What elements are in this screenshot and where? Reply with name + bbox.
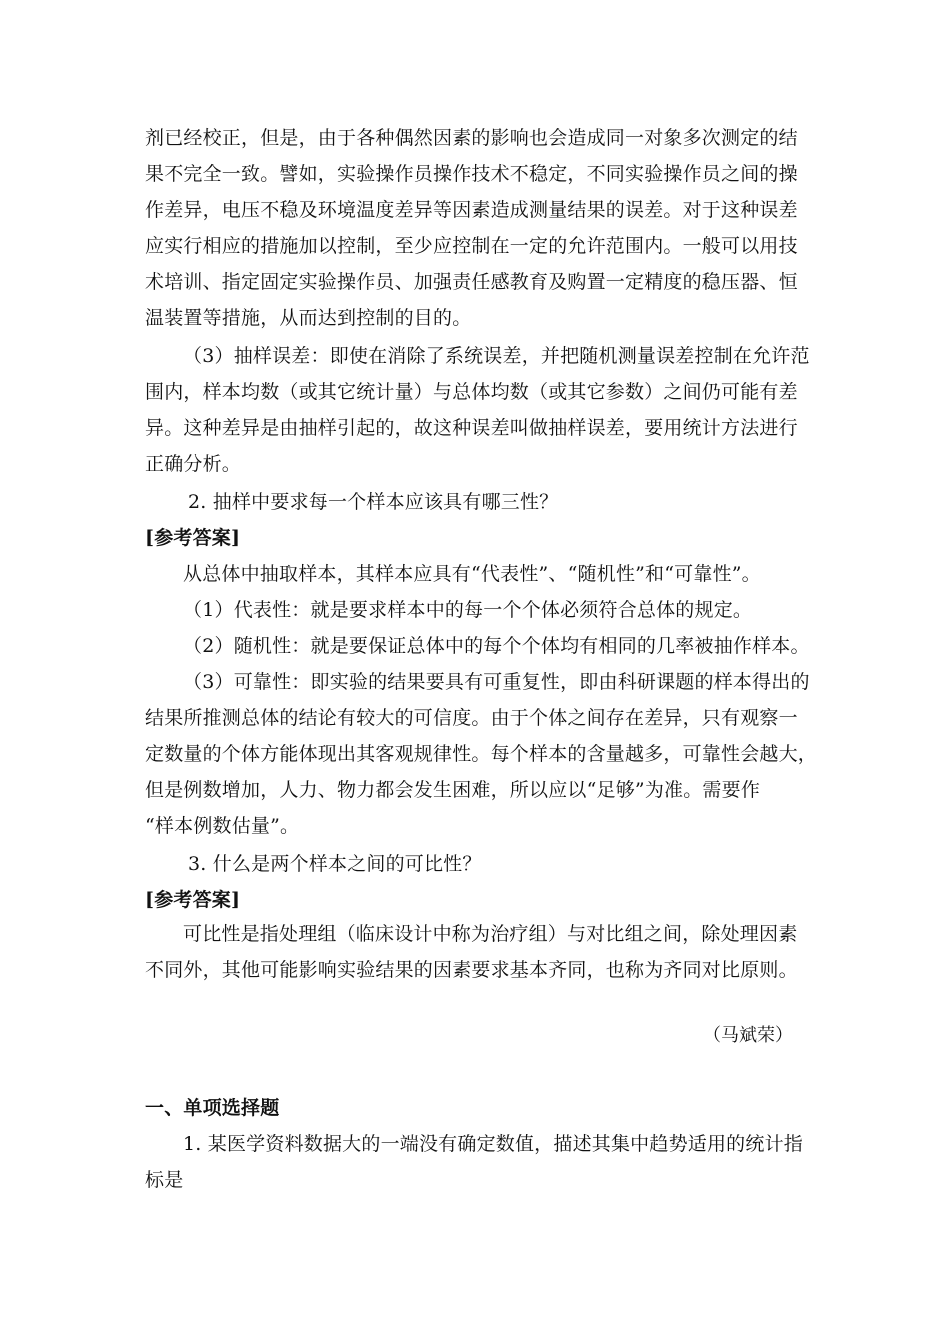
paragraph-line: 异。这种差异是由抽样引起的，故这种误差叫做抽样误差，要用统计方法进行 <box>145 417 798 439</box>
question-heading: 3. 什么是两个样本之间的可比性？ <box>188 853 482 875</box>
paragraph-line: “样本例数估量”。 <box>145 815 300 837</box>
paragraph-line: 围内，样本均数（或其它统计量）与总体均数（或其它参数）之间仍可能有差 <box>145 381 798 403</box>
answer-heading: [参考答案] <box>145 527 241 549</box>
paragraph-line: 作差异，电压不稳及环境温度差异等因素造成测量结果的误差。对于这种误差 <box>145 199 798 221</box>
paragraph-line: 从总体中抽取样本，其样本应具有“代表性”、“随机性”和“可靠性”。 <box>183 563 761 585</box>
paragraph-line: 但是例数增加，人力、物力都会发生困难，所以应以“足够”为准。需要作 <box>145 779 761 801</box>
author-signature: （马斌荣） <box>703 1025 793 1046</box>
question-heading: 2. 抽样中要求每一个样本应该具有哪三性？ <box>188 491 559 513</box>
question-line: 1. 某医学资料数据大的一端没有确定数值，描述其集中趋势适用的统计指 <box>183 1133 803 1155</box>
paragraph-line: 温装置等措施，从而达到控制的目的。 <box>145 307 472 329</box>
section-heading: 一、单项选择题 <box>145 1097 280 1119</box>
paragraph-line: （3）可靠性：即实验的结果要具有可重复性，即由科研课题的样本得出的 <box>183 671 810 693</box>
paragraph-line: 定数量的个体方能体现出其客观规律性。每个样本的含量越多，可靠性会越大， <box>145 743 818 765</box>
question-line: 标是 <box>145 1169 184 1191</box>
paragraph-line: 术培训、指定固定实验操作员、加强责任感教育及购置一定精度的稳压器、恒 <box>145 271 798 293</box>
paragraph-line: 正确分析。 <box>145 453 242 475</box>
paragraph-line: （1）代表性：就是要求样本中的每一个个体必须符合总体的规定。 <box>183 599 753 621</box>
paragraph-line: （3）抽样误差：即使在消除了系统误差，并把随机测量误差控制在允许范 <box>183 345 810 367</box>
paragraph-line: （2）随机性：就是要保证总体中的每个个体均有相同的几率被抽作样本。 <box>183 635 810 657</box>
paragraph-line: 果不完全一致。譬如，实验操作员操作技术不稳定，不同实验操作员之间的操 <box>145 163 798 185</box>
paragraph-line: 可比性是指处理组（临床设计中称为治疗组）与对比组之间，除处理因素 <box>183 923 798 945</box>
paragraph-line: 应实行相应的措施加以控制，至少应控制在一定的允许范围内。一般可以用技 <box>145 235 798 257</box>
paragraph-line: 不同外，其他可能影响实验结果的因素要求基本齐同，也称为齐同对比原则。 <box>145 959 798 981</box>
answer-heading: [参考答案] <box>145 889 241 911</box>
paragraph-line: 结果所推测总体的结论有较大的可信度。由于个体之间存在差异，只有观察一 <box>145 707 798 729</box>
paragraph-line: 剂已经校正，但是，由于各种偶然因素的影响也会造成同一对象多次测定的结 <box>145 127 798 149</box>
